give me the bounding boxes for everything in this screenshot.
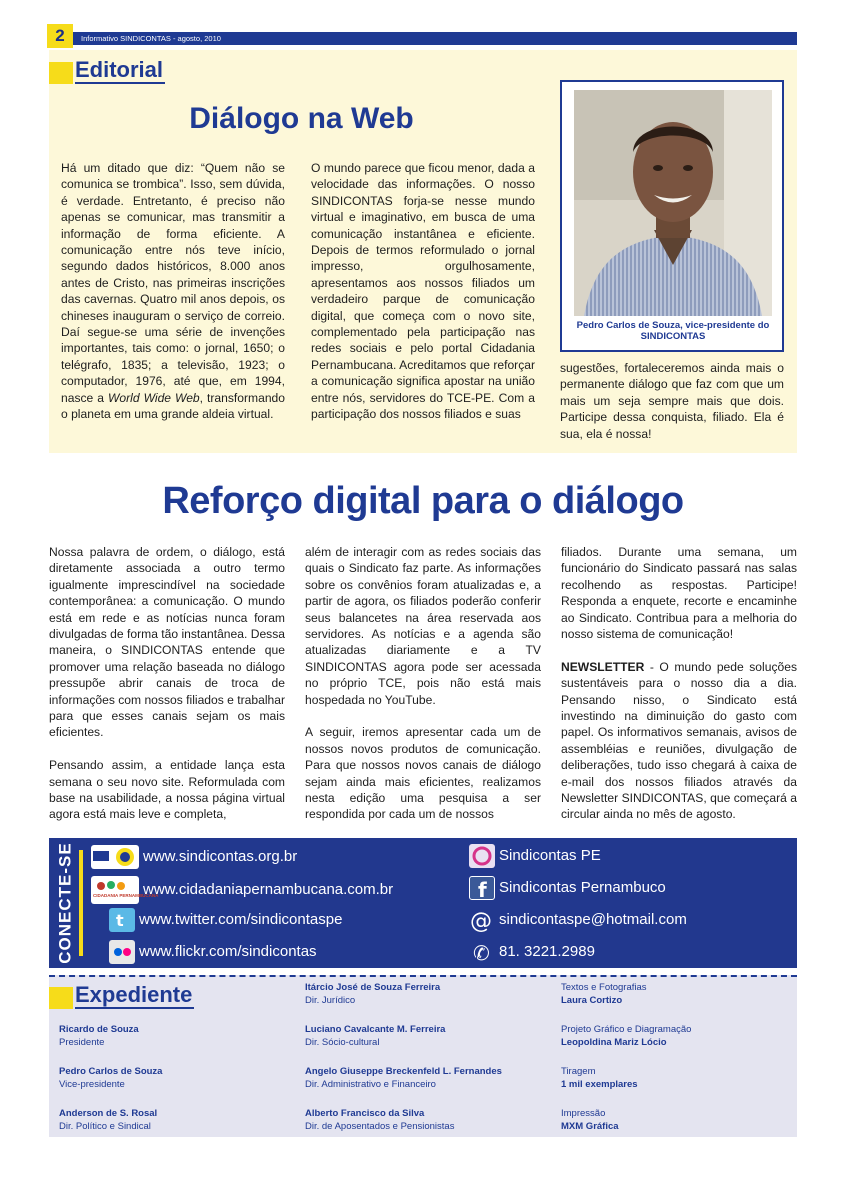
link-orkut[interactable] <box>469 844 601 868</box>
expediente-entry <box>561 1065 638 1091</box>
entry-role: Dir. Sócio-cultural <box>305 1037 380 1048</box>
facebook-icon <box>469 876 495 900</box>
twitter-icon <box>109 908 135 932</box>
flickr-dots-svg <box>109 940 135 964</box>
editorial-heading <box>49 58 165 84</box>
link-sindicontas-text[interactable]: www.sindicontas.org.br <box>143 848 298 865</box>
entry-role: Vice-presidente <box>59 1079 125 1090</box>
entry-role: Dir. de Aposentados e Pensionistas <box>305 1121 455 1132</box>
cidadania-logo-svg <box>91 876 159 904</box>
section-marker <box>49 987 73 1009</box>
link-email-text[interactable]: sindicontaspe@hotmail.com <box>499 911 687 928</box>
conecte-se-label-text: CONECTE-SE <box>56 842 75 964</box>
link-cidadania-text[interactable]: www.cidadaniapernambucana.com.br <box>143 881 394 898</box>
link-cidadania[interactable] <box>91 876 393 904</box>
expediente-entry <box>561 1107 619 1133</box>
editorial-section <box>49 50 797 453</box>
expediente-entry <box>305 1065 502 1091</box>
editorial-col-1-end: , transformando o planeta em uma grande aldeia virtual. <box>61 390 286 422</box>
entry-name: Itárcio José de Souza Ferreira <box>305 982 441 993</box>
portrait-photo <box>574 90 772 316</box>
link-phone[interactable] <box>469 940 595 964</box>
entry-name: MXM Gráfica <box>561 1121 619 1132</box>
entry-role: Textos e Fotografias <box>561 982 647 993</box>
expediente-entry <box>305 981 440 1007</box>
svg-text:t: t <box>116 911 124 930</box>
link-facebook-text[interactable]: Sindicontas Pernambuco <box>499 879 666 896</box>
svg-text:@: @ <box>470 909 492 934</box>
editorial-col-2: O mundo parece que ficou menor, dada a velocidade das informações. O nosso SINDICONTAS forja-se nesse mundo virtual e imaginativo, em busca de uma comunicação instantânea e eficiente. Depois de termos reformulado o jornal impresso, orgulhosamente, apresentamos aos nossos filiados um verdadeiro parque de comunicação digital, que começa com o novo site, complementado pela participação nas redes sociais e pelo portal Cidadania Pernambucana. Acreditamos que reforçar a comunicação significa apostar na união entre nós, servidores do TCE-PE. Com a participação dos nossos filiados e suas <box>311 161 535 422</box>
email-icon <box>469 908 495 932</box>
article-col-2-p1: além de interagir com as redes sociais das quais o Sindicato faz parte. As informações sobre os convênios foram atualizadas e, a partir de agora, os filiados poderão conferir seus balancetes na área reservada aos servidores. As notícias e a agenda são atualizadas diariamente e a TV SINDICONTAS agora pode ser acessada no próprio TCE, pois não está mais hospedada no YouTube. <box>305 545 541 707</box>
entry-name: Luciano Cavalcante M. Ferreira <box>305 1024 446 1035</box>
phone-svg <box>469 940 495 964</box>
phone-icon <box>469 940 495 964</box>
article-col-1-p1: Nossa palavra de ordem, o diálogo, está diretamente associada a outro termo igualmente imprescindível na sociedade contemporânea: a comunicação. O mundo está em rede e as notícias nunca foram divulgadas de forma tão instantânea. Dessa maneira, o SINDICONTAS entende que promover uma relação baseada no diálogo pressupõe abrir canais de troca de informações com nossos filiados e trabalhar para que esses canais sejam os mais eficientes. <box>49 545 285 740</box>
article-title: Reforço digital para o diálogo <box>162 480 684 522</box>
entry-name: Angelo Giuseppe Breckenfeld L. Fernandes <box>305 1066 502 1077</box>
article-col-1 <box>49 544 285 823</box>
editorial-photo-frame <box>560 80 784 352</box>
editorial-title: Diálogo na Web <box>189 102 414 135</box>
photo-caption: Pedro Carlos de Souza, vice-presidente do SINDICONTAS <box>576 320 770 342</box>
entry-name: Laura Cortizo <box>561 995 623 1006</box>
svg-text:✆: ✆ <box>473 941 490 965</box>
link-email[interactable] <box>469 908 687 932</box>
entry-role: Dir. Administrativo e Financeiro <box>305 1079 436 1090</box>
article-col-2-p2: A seguir, iremos apresentar cada um de nossos novos produtos de comunicação. Para que nossos novos canais de diálogo sejam ainda mais eficientes, realizamos nesta edição uma pesquisa a ser respondida por cada um de nossos <box>305 725 541 822</box>
link-flickr-text[interactable]: www.flickr.com/sindicontas <box>139 943 317 960</box>
at-sign-svg <box>469 908 495 932</box>
link-twitter-text[interactable]: www.twitter.com/sindicontaspe <box>139 911 343 928</box>
entry-role: Dir. Político e Sindical <box>59 1121 151 1132</box>
article-col-1-p2: Pensando assim, a entidade lança esta semana o seu novo site. Reformulada com base na usabilidade, a nossa página virtual agora está mais leve e completa, <box>49 758 285 822</box>
editorial-col-1-italic: World Wide Web <box>108 390 200 405</box>
conecte-accent-bar <box>79 850 83 956</box>
article-col-3-p2 <box>561 659 797 823</box>
svg-text:f: f <box>478 878 487 902</box>
editorial-col-3: sugestões, fortaleceremos ainda mais o permanente diálogo que faz com que um mais um seja sempre mais que dois. Participe dessa conquista, filiado. Ela é sua, ela é nossa! <box>560 361 784 441</box>
orkut-svg <box>469 844 495 868</box>
conecte-se-box <box>49 838 797 968</box>
section-marker <box>49 62 73 84</box>
entry-role: Presidente <box>59 1037 105 1048</box>
link-sindicontas-site[interactable] <box>91 845 297 869</box>
entry-role: Impressão <box>561 1108 606 1119</box>
expediente-entry <box>59 1023 139 1049</box>
link-orkut-text[interactable]: Sindicontas PE <box>499 847 601 864</box>
editorial-label: Editorial <box>75 57 164 82</box>
cidadania-logo-text: CIDADANIA PERNAMBUCANA <box>93 893 159 898</box>
link-facebook[interactable] <box>469 876 666 900</box>
portrait-illustration <box>574 90 772 316</box>
conecte-se-label <box>53 838 79 968</box>
expediente-entry <box>305 1107 454 1133</box>
entry-name: Leopoldina Mariz Lócio <box>561 1037 667 1048</box>
link-twitter[interactable] <box>109 908 342 932</box>
link-phone-text[interactable]: 81. 3221.2989 <box>499 943 595 960</box>
entry-name: 1 mil exemplares <box>561 1079 638 1090</box>
newsletter-label: NEWSLETTER <box>561 659 645 674</box>
newsletter-text: - O mundo pede soluções sustentáveis para o nosso dia a dia. Pensando nisso, o Sindicato está investindo na diminuição do gasto com papel. Os informativos semanais, avisos de assembléias e reuniões, divulgação de deliberações, tudo isso chegará à caixa de e-mail dos nossos filiados através da Newsletter SINDICONTAS, que começará a circular ainda no mês de agosto. <box>561 659 797 822</box>
expediente-entry <box>59 1107 157 1133</box>
flickr-icon <box>109 940 135 964</box>
editorial-col-1-text: Há um ditado que diz: “Quem não se comunica se trombica”. Isso, sem dúvida, é verdade. Entretanto, é preciso não apenas se comunicar, mas transmitir a informação de forma eficiente. A comunicação entre nós teve início, segundo dados históricos, 8.000 anos antes de Cristo, nas primeiras inscrições das cavernas. Quatro mil anos depois, os chineses inauguram o serviço de correio. Daí segue-se uma série de invenções importantes, tais como: o jornal, 1650; o telégrafo, 1835; a televisão, 1923; o computador, 1976, até que, em 1994, nasce a <box>61 161 285 405</box>
expediente-entry <box>305 1023 445 1049</box>
cidadania-logo-icon <box>91 876 159 904</box>
sindicontas-logo-icon <box>91 845 139 869</box>
page-number: 2 <box>47 24 73 48</box>
entry-role: Projeto Gráfico e Diagramação <box>561 1024 692 1035</box>
expediente-entry <box>59 1065 162 1091</box>
article-col-2 <box>305 544 541 823</box>
entry-name: Pedro Carlos de Souza <box>59 1066 163 1077</box>
entry-name: Anderson de S. Rosal <box>59 1108 158 1119</box>
entry-role: Tiragem <box>561 1066 596 1077</box>
facebook-f-svg <box>470 877 494 902</box>
entry-name: Ricardo de Souza <box>59 1024 139 1035</box>
editorial-col-1 <box>61 160 285 423</box>
entry-role: Dir. Jurídico <box>305 995 356 1006</box>
expediente-heading <box>49 983 194 1009</box>
expediente-entry <box>561 981 647 1007</box>
expediente-section <box>49 975 797 1137</box>
article-col-3-p1: filiados. Durante uma semana, um funcionário do Sindicato passará nas salas recolhendo as respostas. Participe! Responda a enquete, recorte e encaminhe ao Sindicato. Contribua para a melhoria do nosso sistema de comunicação! <box>561 545 797 642</box>
article-col-3 <box>561 544 797 823</box>
twitter-bird-svg <box>109 908 135 932</box>
sindicontas-logo-svg <box>91 845 139 869</box>
expediente-entry <box>561 1023 691 1049</box>
entry-name: Alberto Francisco da Silva <box>305 1108 425 1119</box>
publication-bar: Informativo SINDICONTAS - agosto, 2010 <box>73 32 797 45</box>
expediente-label: Expediente <box>75 982 193 1007</box>
link-flickr[interactable] <box>109 940 317 964</box>
orkut-icon <box>469 844 495 868</box>
